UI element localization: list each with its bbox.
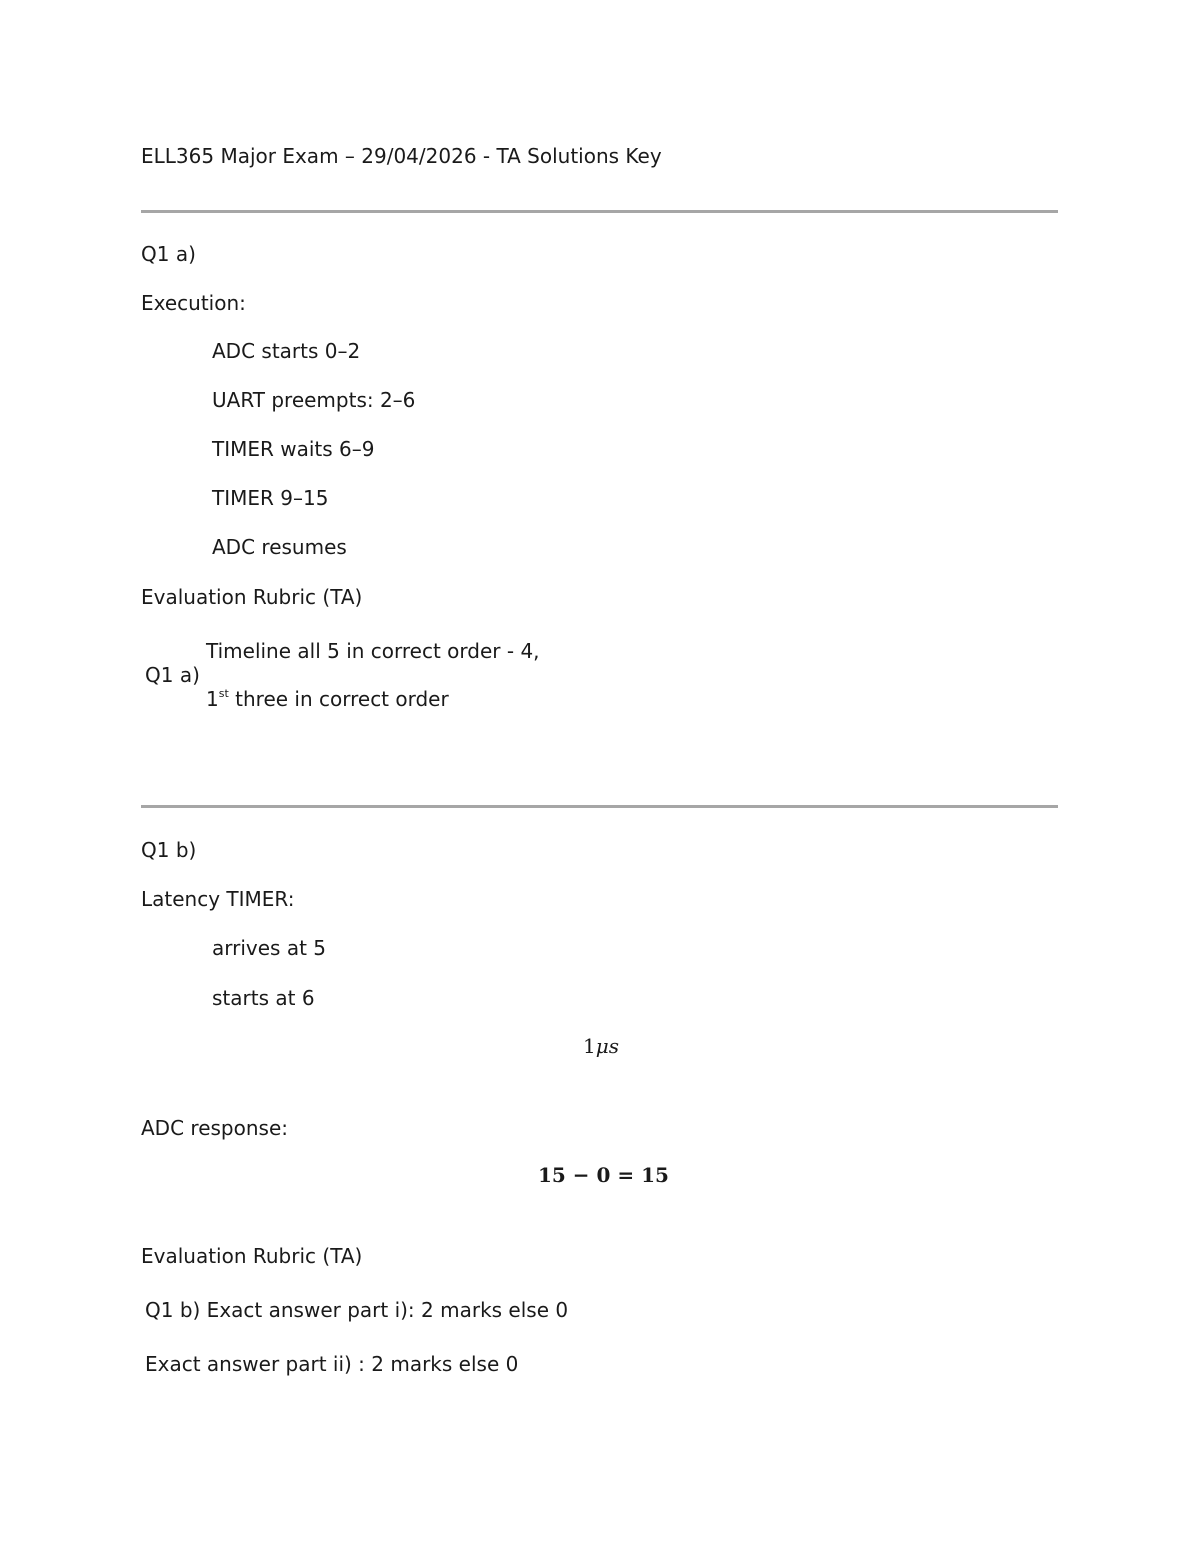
latency-item-1: arrives at 5: [212, 936, 327, 960]
execution-step-5: ADC resumes: [212, 535, 347, 559]
q1b-rubric-line-2: Exact answer part ii) : 2 marks else 0: [145, 1352, 519, 1376]
latency-item-2: starts at 6: [212, 986, 315, 1010]
execution-step-2: UART preempts: 2–6: [212, 388, 416, 412]
execution-step-3: TIMER waits 6–9: [212, 437, 375, 461]
section-divider-1: [141, 210, 1058, 213]
section-divider-2: [141, 805, 1058, 808]
q1b-rubric-heading: Evaluation Rubric (TA): [141, 1244, 363, 1268]
q1a-rubric-heading: Evaluation Rubric (TA): [141, 585, 363, 609]
page-title: ELL365 Major Exam – 29/04/2026 - TA Solutions Key: [141, 144, 662, 168]
q1b-rubric-line-1: Q1 b) Exact answer part i): 2 marks else 0: [145, 1298, 569, 1322]
execution-step-4: TIMER 9–15: [212, 486, 329, 510]
latency-result: 1μs: [583, 1034, 619, 1058]
q1b-heading: Q1 b): [141, 838, 197, 862]
latency-label: Latency TIMER:: [141, 887, 295, 911]
q1a-heading: Q1 a): [141, 242, 196, 266]
q1a-rubric-line-1: Timeline all 5 in correct order - 4,: [206, 639, 540, 663]
q1a-rubric-line-2: 1st three in correct order: [206, 687, 449, 711]
execution-step-1: ADC starts 0–2: [212, 339, 361, 363]
execution-label: Execution:: [141, 291, 246, 315]
q1a-rubric-label: Q1 a): [145, 663, 200, 687]
adc-response-equation: 15 − 0 = 15: [538, 1163, 669, 1187]
adc-response-label: ADC response:: [141, 1116, 288, 1140]
